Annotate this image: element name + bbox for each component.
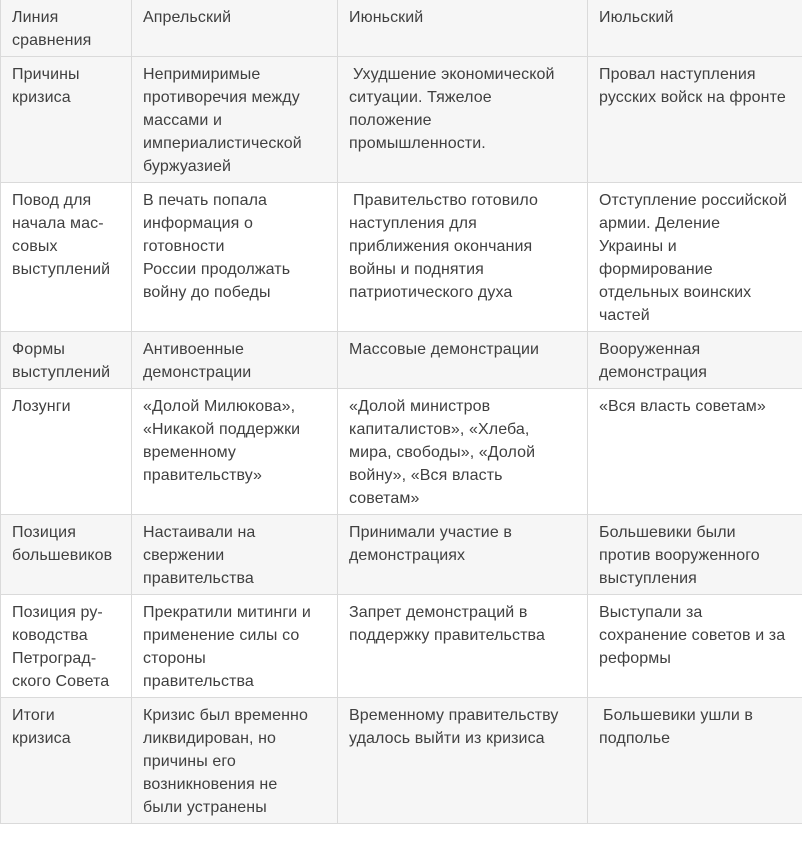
cell-line: совых (12, 238, 58, 255)
cell-line: ководства (12, 627, 88, 644)
july-cell (588, 183, 802, 332)
cell-line: «Вся власть советам» (599, 398, 766, 415)
criterion-cell (1, 595, 132, 698)
cell-line: армии. Деление (599, 215, 721, 232)
cell-line: правительства (143, 673, 254, 690)
cell-line: Настаивали на (143, 524, 256, 541)
july-cell (588, 57, 802, 183)
cell-line: буржуазией (143, 158, 232, 175)
july-cell (588, 332, 802, 389)
cell-line: Прекратили митинги и (143, 604, 311, 621)
cell-line: ликвидирован, но (143, 730, 277, 747)
header-cell-comparison-line (1, 0, 132, 57)
cell-line: Непримиримые (143, 66, 261, 83)
cell-line: демонстрациях (349, 547, 466, 564)
cell-line: «Никакой поддержки (143, 421, 301, 438)
cell-line: правительству» (143, 467, 263, 484)
header-cell-april (132, 0, 338, 57)
criterion-cell (1, 57, 132, 183)
april-cell (132, 698, 338, 824)
cell-line: Июльский (599, 9, 674, 26)
cell-line: наступления для (349, 215, 477, 232)
cell-line: Позиция ру- (12, 604, 103, 621)
cell-line: реформы (599, 650, 671, 667)
april-cell (132, 389, 338, 515)
cell-line: причины его (143, 753, 236, 770)
cell-line: отдельных воинских (599, 284, 752, 301)
cell-line: Большевики были (599, 524, 736, 541)
cell-line: временному (143, 444, 236, 461)
june-cell (338, 515, 588, 595)
cell-line: Принимали участие в (349, 524, 512, 541)
criterion-cell (1, 332, 132, 389)
cell-line: Петроград- (12, 650, 97, 667)
cell-line: кризиса (12, 730, 71, 747)
cell-line: Ухудшение экономической (353, 66, 555, 83)
cell-line: формирование (599, 261, 713, 278)
table-row row-forms (1, 332, 802, 389)
cell-line: войны и поднятия (349, 261, 484, 278)
cell-line: Апрельский (143, 9, 232, 26)
cell-line: поддержку правительства (349, 627, 545, 644)
june-cell (338, 332, 588, 389)
cell-line: Итоги (12, 707, 55, 724)
cell-line: возникновения не (143, 776, 278, 793)
june-cell (338, 595, 588, 698)
cell-line: русских войск на фронте (599, 89, 786, 106)
cell-line: Украины и (599, 238, 677, 255)
cell-line: Правительство готовило (353, 192, 539, 209)
june-cell (338, 183, 588, 332)
cell-line: сохранение советов и за (599, 627, 786, 644)
cell-line: демонстрации (143, 364, 252, 381)
cell-line: Кризис был временно (143, 707, 308, 724)
july-cell (588, 595, 802, 698)
cell-line: Лозунги (12, 398, 71, 415)
cell-line: Массовые демонстрации (349, 341, 540, 358)
cell-line: информация о (143, 215, 253, 232)
cell-line: империалистической (143, 135, 302, 152)
june-cell (338, 698, 588, 824)
criterion-cell (1, 515, 132, 595)
header-cell-june (338, 0, 588, 57)
cell-line: Повод для (12, 192, 92, 209)
cell-line: Выступали за (599, 604, 703, 621)
table-row row-trigger (1, 183, 802, 332)
cell-line: большевиков (12, 547, 113, 564)
table-row row-bolshevik-position (1, 515, 802, 595)
april-cell (132, 595, 338, 698)
cell-line: войну», «Вся власть (349, 467, 503, 484)
cell-line: Запрет демонстраций в (349, 604, 528, 621)
header-cell-july (588, 0, 802, 57)
april-cell (132, 57, 338, 183)
cell-line: свержении (143, 547, 225, 564)
cell-line: ского Совета (12, 673, 110, 690)
cell-line: выступлений (12, 261, 111, 278)
cell-line: войну до победы (143, 284, 271, 301)
cell-line: кризиса (12, 89, 71, 106)
cell-line: массами и (143, 112, 223, 129)
cell-line: ситуации. Тяжелое (349, 89, 492, 106)
cell-line: Большевики ушли в (603, 707, 754, 724)
cell-line: демонстрация (599, 364, 708, 381)
july-cell (588, 515, 802, 595)
cell-line: Провал наступления (599, 66, 756, 83)
cell-line: Причины (12, 66, 80, 83)
cell-line: «Долой министров (349, 398, 491, 415)
cell-line: сравнения (12, 32, 92, 49)
table-row row-causes (1, 57, 802, 183)
april-cell (132, 183, 338, 332)
criterion-cell (1, 389, 132, 515)
cell-line: России продолжать (143, 261, 291, 278)
criterion-cell (1, 183, 132, 332)
cell-line: Отступление российской (599, 192, 788, 209)
cell-line: начала мас- (12, 215, 104, 232)
cell-line: Вооруженная (599, 341, 701, 358)
cell-line: Временному правительству (349, 707, 559, 724)
cell-line: советам» (349, 490, 420, 507)
cell-line: Июньский (349, 9, 424, 26)
cell-line: против вооруженного (599, 547, 760, 564)
cell-line: стороны (143, 650, 206, 667)
cell-line: применение силы со (143, 627, 300, 644)
april-cell (132, 332, 338, 389)
cell-line: патриотического духа (349, 284, 513, 301)
july-cell (588, 389, 802, 515)
cell-line: противоречия между (143, 89, 300, 106)
criterion-cell (1, 698, 132, 824)
cell-line: Формы (12, 341, 65, 358)
cell-line: капиталистов», «Хлеба, (349, 421, 530, 438)
table-header-row (1, 0, 802, 57)
cell-line: удалось выйти из кризиса (349, 730, 545, 747)
cell-line: Позиция (12, 524, 76, 541)
table-row row-slogans (1, 389, 802, 515)
table-row row-results (1, 698, 802, 824)
cell-line: приближения окончания (349, 238, 533, 255)
cell-line: промышленности. (349, 135, 486, 152)
cell-line: В печать попала (143, 192, 267, 209)
cell-line: «Долой Милюкова», (143, 398, 296, 415)
cell-line: выступления (599, 570, 697, 587)
cell-line: мира, свободы», «Долой (349, 444, 536, 461)
cell-line: частей (599, 307, 650, 324)
cell-line: положение (349, 112, 432, 129)
cell-line: готовности (143, 238, 225, 255)
cell-line: были устранены (143, 799, 267, 816)
table-row row-petrograd-soviet-position (1, 595, 802, 698)
cell-line: подполье (599, 730, 671, 747)
cell-line: Линия (12, 9, 59, 26)
april-cell (132, 515, 338, 595)
june-cell (338, 389, 588, 515)
june-cell (338, 57, 588, 183)
cell-line: Антивоенные (143, 341, 245, 358)
july-cell (588, 698, 802, 824)
cell-line: выступлений (12, 364, 111, 381)
cell-line: правительства (143, 570, 254, 587)
